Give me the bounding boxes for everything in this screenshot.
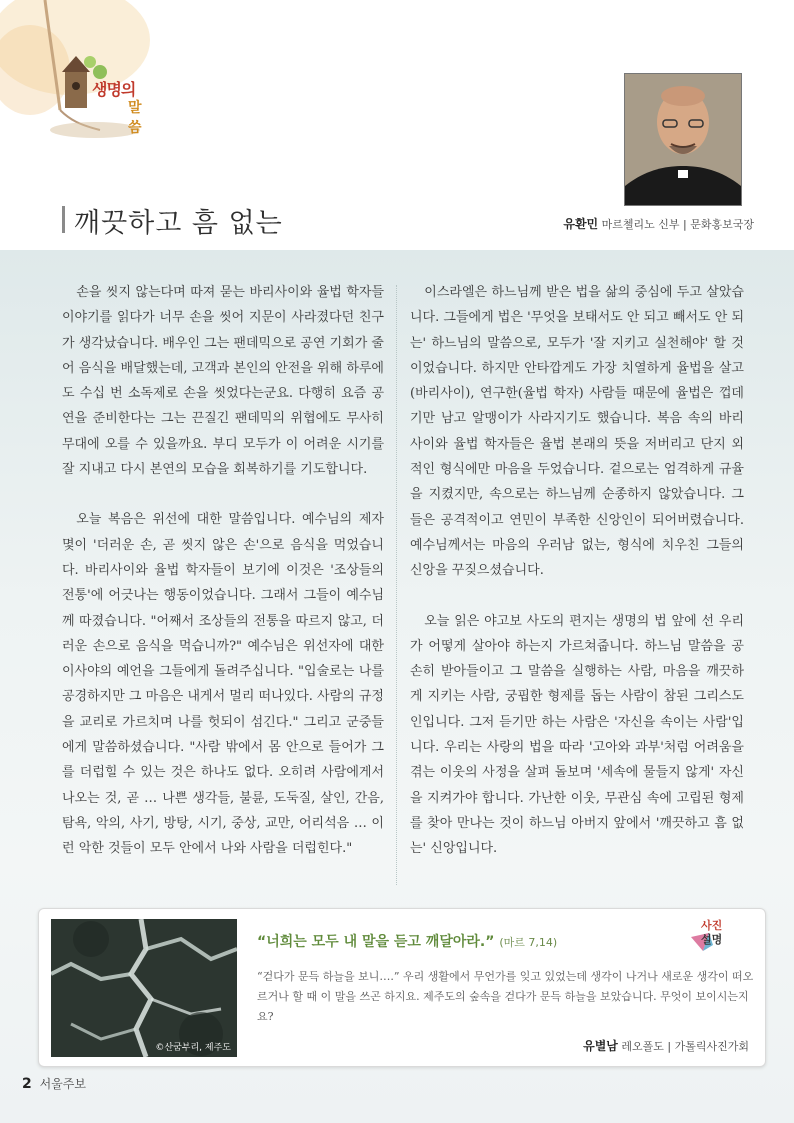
title-accent-bar xyxy=(62,206,65,233)
photographer-name: 유별남 xyxy=(583,1039,618,1053)
left-column xyxy=(62,280,384,887)
logo xyxy=(92,77,142,136)
column-divider xyxy=(396,285,398,885)
author-byline xyxy=(563,215,754,232)
photo-caption-box xyxy=(38,908,766,1067)
author-detail: 마르첼리노 신부 | 문화홍보국장 xyxy=(601,218,754,231)
right-column xyxy=(410,280,744,887)
author-photo xyxy=(624,73,742,206)
page-number: 2 xyxy=(22,1076,32,1092)
paragraph: 오늘 읽은 야고보 사도의 편지는 생명의 법 앞에 선 우리가 어떻게 살아야 하는지 가르쳐줍니다. 하느님 말씀을 공손히 받아들이고 그 말씀을 실행하는 사람, 마음을 깨끗하게 지키는 사람, 궁핍한 형제를 돕는 사람이 참된 그리스도인입니다. 그저 듣기만 하는 사람은 '자신을 속이는 사람'입니다. 우리는 사랑의 법을 따라 '고아와 과부'처럼 어려움을 겪는 이웃의 사정을 살펴 돌보며 '세속에 물들지 않게' 자신을 지켜가야 합니다. 가난한 이웃, 무관심 속에 고립된 형제를 찾아 만나는 것이 하느님 아버지 앞에서 '깨끗하고 흠 없는' 신앙입니다. xyxy=(410,613,744,857)
scripture-reference: (마르 7,14) xyxy=(499,936,558,949)
author-name: 유환민 xyxy=(563,217,599,231)
photographer-detail: 레오폴도 | 가톨릭사진가회 xyxy=(621,1040,749,1053)
publication-name: 서울주보 xyxy=(39,1077,86,1091)
forest-canopy-photo xyxy=(51,919,237,1057)
logo-line2: 말씀 xyxy=(128,100,142,136)
paragraph: 손을 씻지 않는다며 따져 묻는 바리사이와 율법 학자들 이야기를 읽다가 너무 손을 씻어 지문이 사라졌다던 친구가 생각났습니다. 배우인 그는 팬데믹으로 공연 기회가 줄어 음식을 배달했는데, 고객과 본인의 안전을 위해 하루에도 수십 번 소독제로 손을 씻었다는군요. 다행히 요즘 공연을 준비한다는 그는 끈질긴 팬데믹의 위협에도 무사히 무대에 오를 수 있을까요. 부디 모두가 이 어려운 시기를 잘 지내고 다시 본연의 모습을 회복하기를 기도합니다. xyxy=(62,285,384,478)
article-title: 깨끗하고 흠 없는 xyxy=(74,208,283,239)
photo-caption-text: “걷다가 문득 하늘을 보니….” 우리 생활에서 무언가를 잊고 있었는데 생각이 나거나 새로운 생각이 떠오르거나 할 때 이 말을 쓰곤 하지요. 제주도의 숲속을 걷다가 문득 하늘을 보았습니다. 무엇이 보이시는지요? xyxy=(257,970,754,1023)
photo-location-label: ©산굼부리, 제주도 xyxy=(155,1043,231,1053)
photo-credit xyxy=(583,1037,749,1054)
logo-line1: 생명의 xyxy=(92,80,136,99)
paragraph: 오늘 복음은 위선에 대한 말씀입니다. 예수님의 제자 몇이 '더러운 손, 곧 씻지 않은 손'으로 음식을 먹었습니다. 바리사이와 율법 학자들이 보기에 이것은 '조상들의 전통'에 어긋나는 행동이었습니다. 그래서 그들이 예수님께 따졌습니다. "어째서 조상들의 전통을 따르지 않고, 더러운 손으로 음식을 먹습니까?" 예수님은 위선자에 대한 이사야의 예언을 그들에게 돌려주십니다. "입술로는 나를 공경하지만 그 마음은 내게서 멀리 떠나있다. 사람의 규정을 교리로 가르치며 나를 헛되이 섬긴다." 그리고 군중들에게 말씀하셨습니다. "사람 밖에서 몸 안으로 들어가 그를 더럽힐 수 있는 것은 하나도 없다. 오히려 사람에게서 나오는 것, 곧 … 나쁜 생각들, 불륜, 도둑질, 살인, 간음, 탐욕, 악의, 사기, 방탕, 시기, 중상, 교만, 어리석음 … 이런 악한 것들이 모두 안에서 나와 사람을 더럽힌다." xyxy=(62,512,384,857)
scripture-quote: “너희는 모두 내 말을 듣고 깨달아라.” (마르 7,14) xyxy=(257,934,558,950)
paragraph: 이스라엘은 하느님께 받은 법을 삶의 중심에 두고 살았습니다. 그들에게 법은 '무엇을 보태서도 안 되고 빼서도 안 되는' 하느님의 말씀으로, 모두가 '잘 지키고 실천해야' 할 것이었습니다. 하지만 안타깝게도 가장 치열하게 율법을 살고(바리사이), 연구한(율법 학자) 사람들 때문에 율법은 껍데기만 남고 알맹이가 사라지기도 했습니다. 복음 속의 바리사이와 율법 학자들은 율법 본래의 뜻을 저버리고 단지 외적인 형식에만 마음을 두었습니다. 겉으로는 엄격하게 규율을 지켰지만, 속으로는 하느님께 순종하지 않았습니다. 그들은 공격적이고 연민이 부족한 신앙인이 되어버렸습니다. 예수님께서는 마음의 우러남 없는, 형식에 치우친 그들의 신앙을 꾸짖으셨습니다. xyxy=(410,285,744,579)
photo-caption-label: 사진 설명 xyxy=(701,919,723,946)
page-footer xyxy=(22,1075,86,1092)
tree-illustration xyxy=(0,0,160,180)
